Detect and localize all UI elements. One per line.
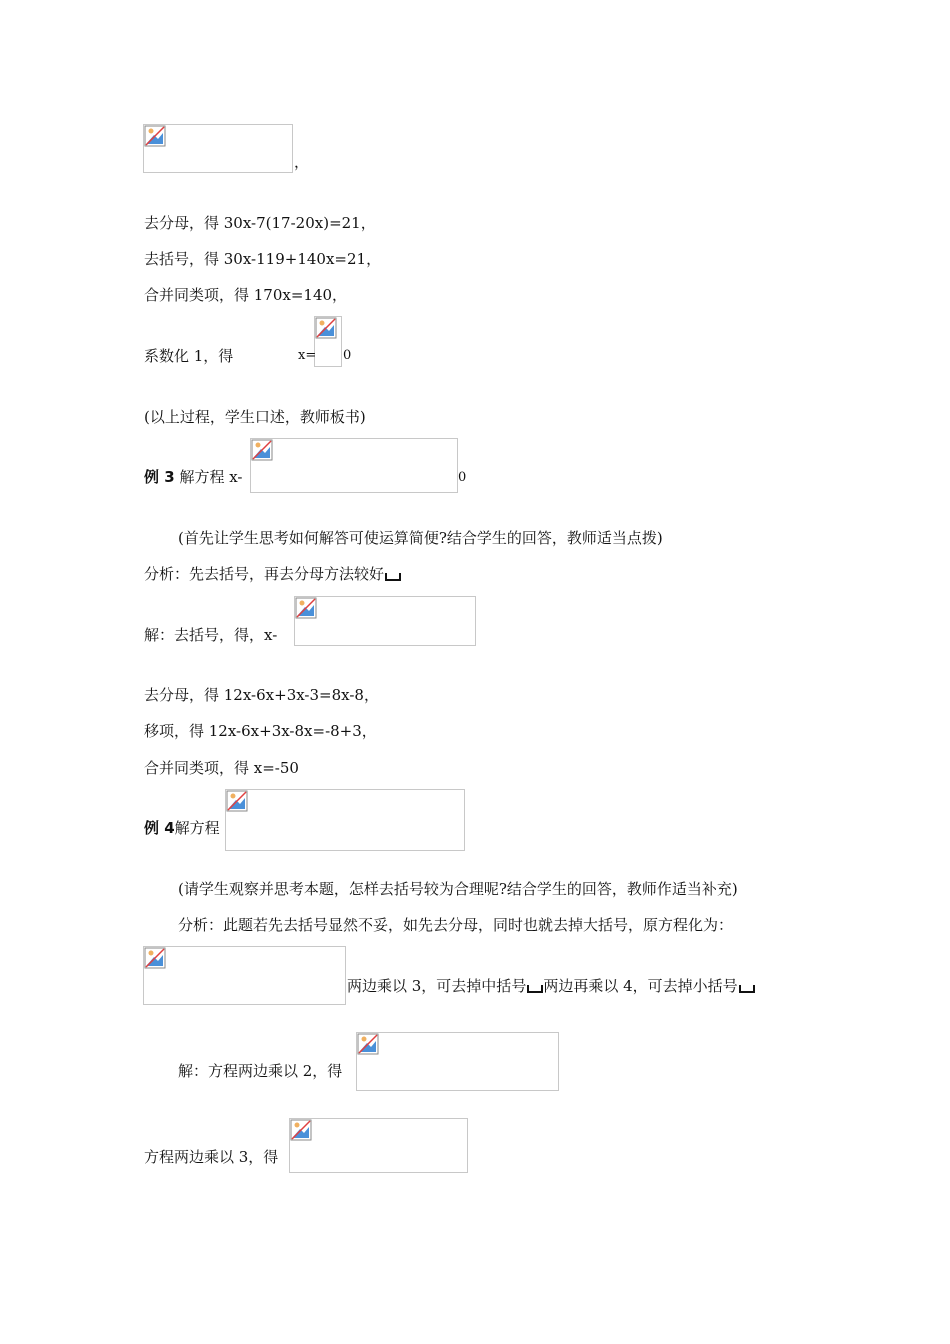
formula-image-8 — [289, 1118, 468, 1173]
example-3-text: 解方程 x- — [179, 468, 243, 486]
example-4-analysis-a1: 两边乘以 3，可去掉中括号 — [347, 977, 527, 995]
example-3-step-2: 移项，得 12x-6x+3x-8x=-8+3， — [144, 722, 377, 740]
comma: ， — [294, 153, 310, 171]
example-3-analysis — [144, 564, 401, 584]
example-4-label: 例 4 — [144, 819, 175, 837]
formula-image-6 — [143, 946, 346, 1005]
formula-image-4 — [294, 596, 476, 646]
step-coefficient-tail: 0 — [343, 348, 352, 363]
example-4-solution: 解：方程两边乘以 2，得 — [178, 1062, 343, 1080]
teaching-note-1: (以上过程，学生口述，教师板书) — [144, 408, 366, 426]
placeholder-mark-icon — [385, 573, 401, 581]
step-combine-like-terms: 合并同类项，得 170x=140， — [144, 286, 348, 304]
step-remove-brackets: 去括号，得 30x-119+140x=21， — [144, 250, 382, 268]
placeholder-mark-icon — [739, 985, 755, 993]
broken-image-icon — [251, 439, 273, 461]
formula-image-1 — [143, 124, 293, 173]
broken-image-icon — [144, 947, 166, 969]
broken-image-icon — [290, 1119, 312, 1141]
formula-image-7 — [356, 1032, 559, 1091]
formula-image-3 — [250, 438, 458, 493]
example-3-step-1: 去分母，得 12x-6x+3x-3=8x-8， — [144, 686, 379, 704]
formula-image-5 — [225, 789, 465, 851]
example-4-analysis: 分析：此题若先去括号显然不妥，如先去分母，同时也就去掉大括号，原方程化为： — [178, 916, 734, 934]
example-3-label: 例 3 — [144, 468, 175, 486]
example-3-step-3: 合并同类项，得 x=-50 — [144, 759, 299, 777]
step-coefficient-x: x= — [298, 348, 317, 363]
broken-image-icon — [295, 597, 317, 619]
example-4-analysis-continued — [347, 976, 755, 996]
step-coefficient: 系数化 1，得 — [144, 347, 234, 365]
example-3-heading — [144, 467, 243, 487]
broken-image-icon — [357, 1033, 379, 1055]
broken-image-icon — [226, 790, 248, 812]
example-4-text: 解方程 — [174, 819, 220, 837]
example-4-analysis-a2: 两边再乘以 4，可去掉小括号 — [543, 977, 738, 995]
formula-image-2 — [314, 316, 342, 367]
example-4-step-2: 方程两边乘以 3，得 — [144, 1148, 279, 1166]
broken-image-icon — [315, 317, 337, 339]
placeholder-mark-icon — [527, 985, 543, 993]
example-3-note: (首先让学生思考如何解答可使运算简便?结合学生的回答，教师适当点拨) — [178, 529, 663, 547]
broken-image-icon — [144, 125, 166, 147]
example-3-analysis-text: 分析：先去括号，再去分母方法较好 — [144, 565, 385, 583]
example-3-tail: 0 — [458, 470, 467, 485]
example-4-heading — [144, 818, 220, 838]
example-4-note: (请学生观察并思考本题，怎样去括号较为合理呢?结合学生的回答，教师作适当补充) — [178, 880, 738, 898]
example-3-solution: 解：去括号，得，x- — [144, 626, 278, 644]
step-remove-denominator: 去分母，得 30x-7(17-20x)=21， — [144, 214, 376, 232]
